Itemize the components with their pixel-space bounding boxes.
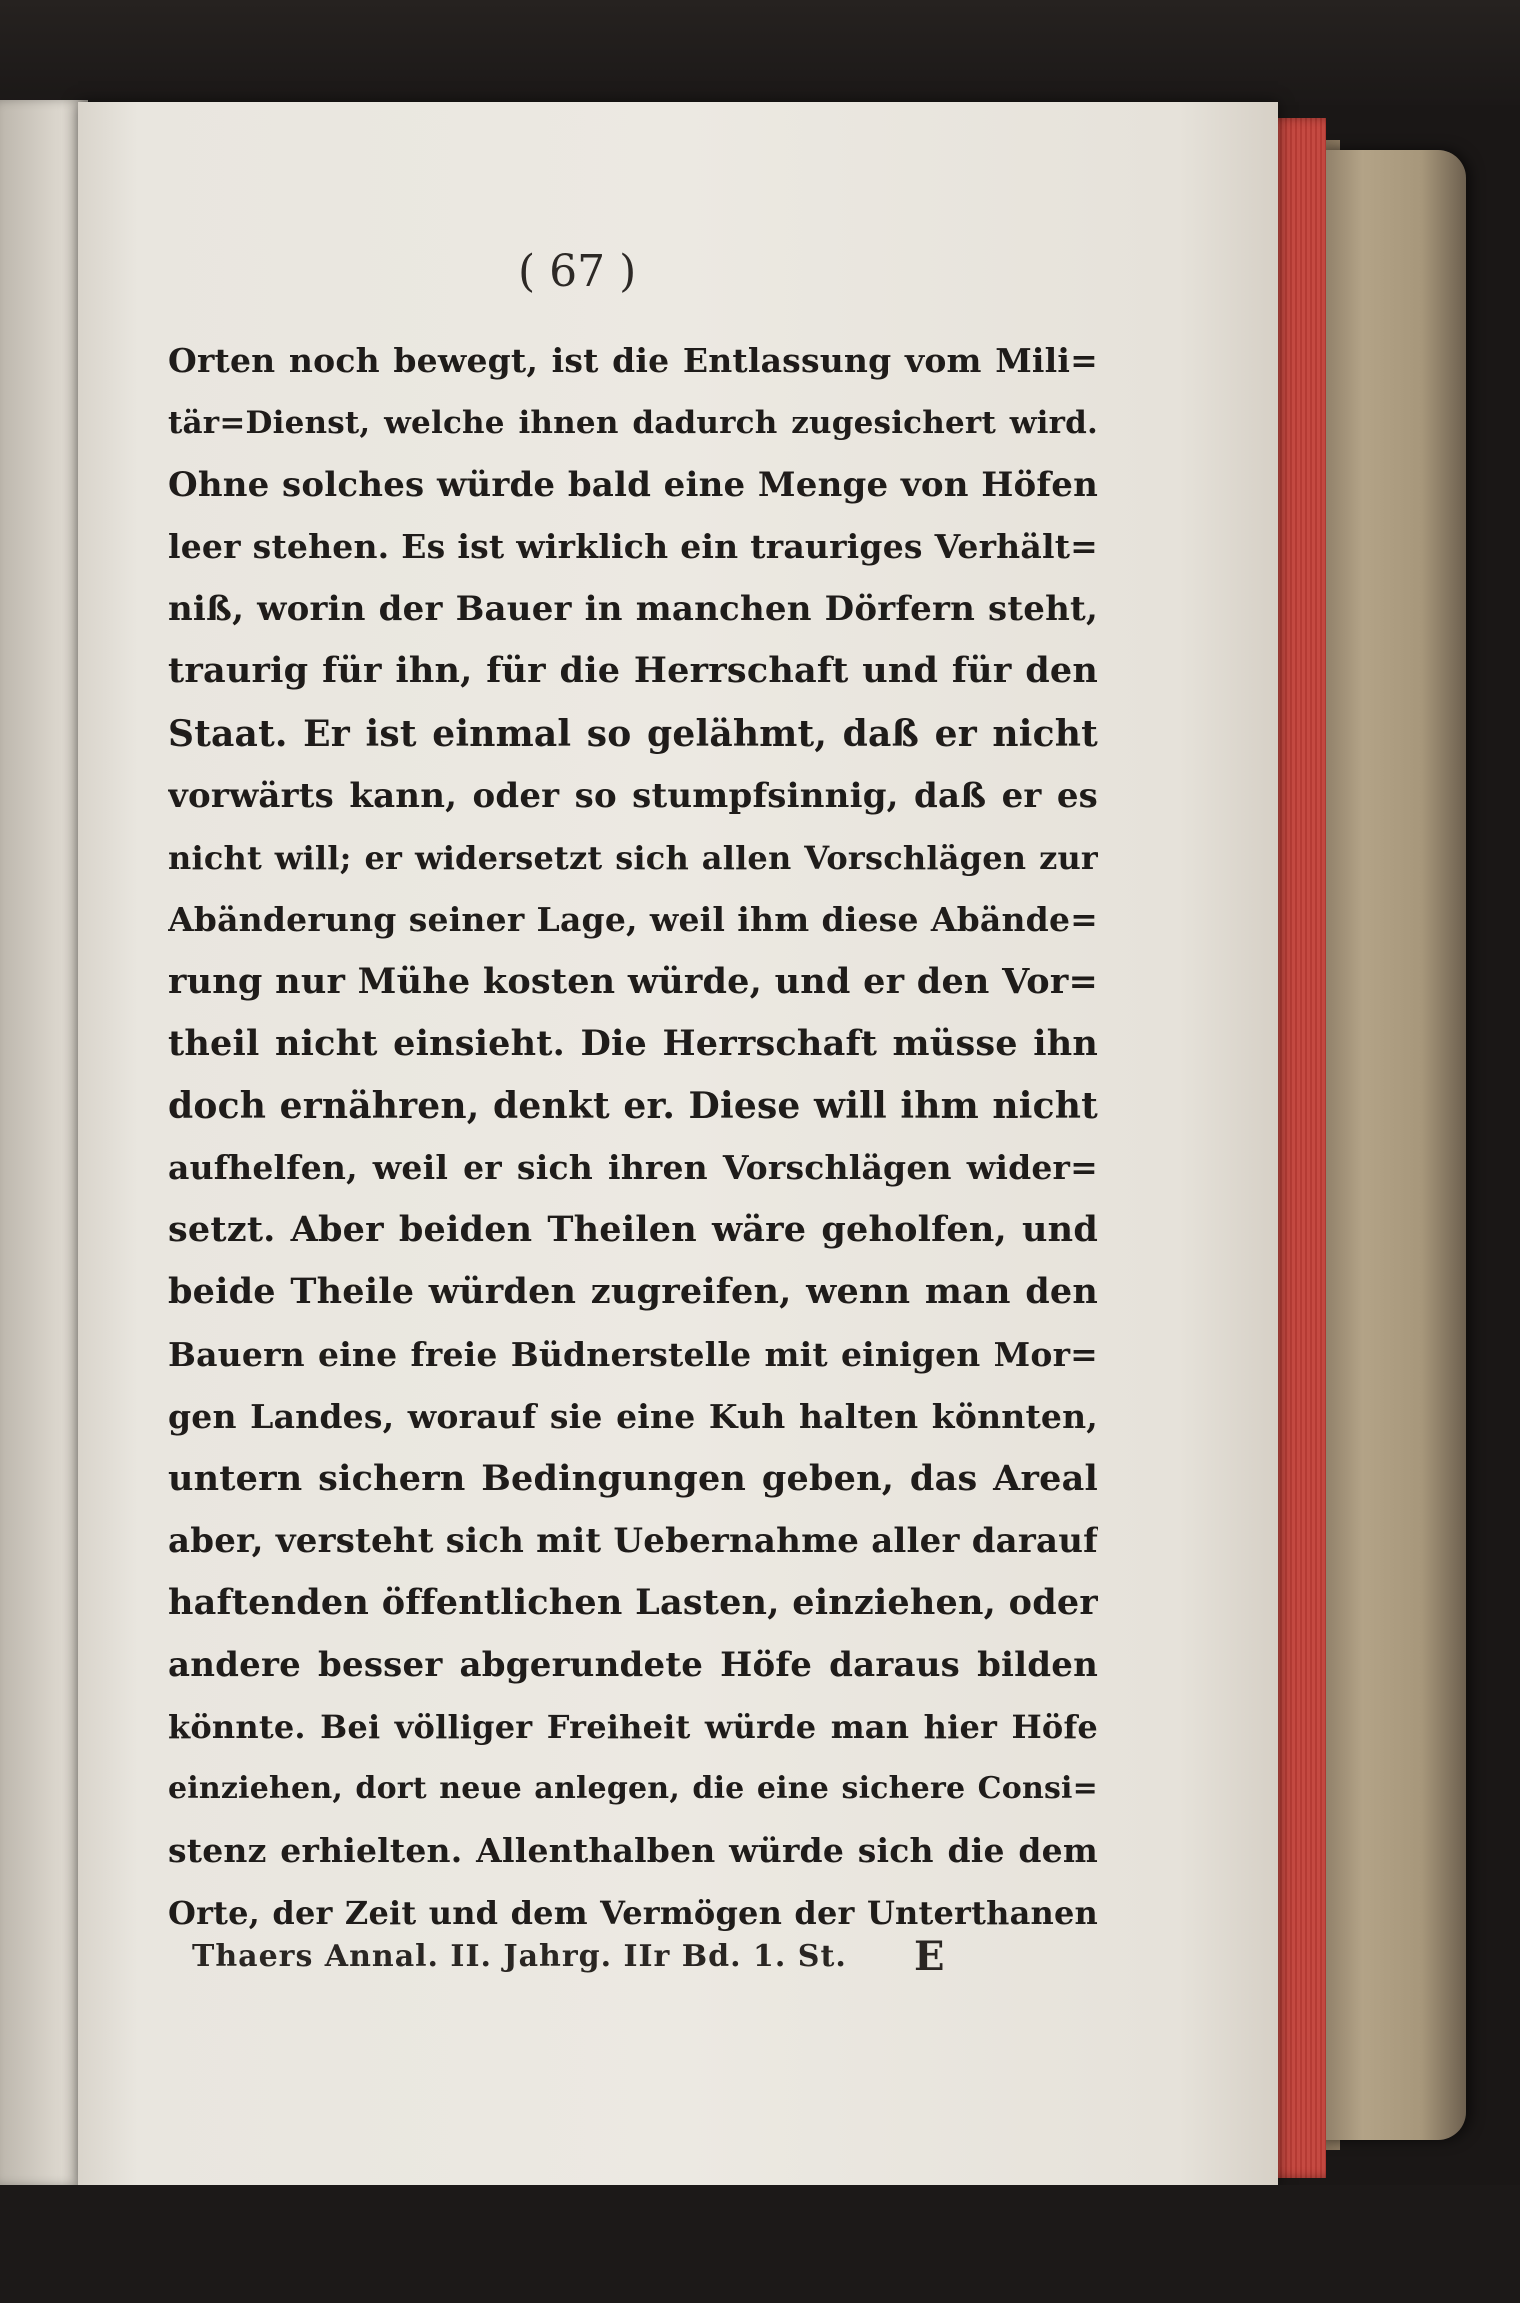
text-line: setzt. Aber beiden Theilen wäre geholfen, und [168,1209,1098,1251]
footer-signature: Thaers Annal. II. Jahrg. IIr Bd. 1. St. [192,1939,847,1974]
text-line: haftenden öffentlichen Lasten, einziehen, oder [168,1581,1098,1623]
dark-background [0,0,1520,105]
text-line: Bauern eine freie Büdnerstelle mit einigen Mor= [168,1334,1098,1374]
text-line: Abänderung seiner Lage, weil ihm diese Abände= [168,899,1098,939]
gathering-mark: E [914,1933,945,1980]
text-line: theil nicht einsieht. Die Herrschaft müsse ihn [168,1023,1098,1065]
left-page-edge [0,100,88,2185]
text-line: untern sichern Bedingungen geben, das Areal [168,1457,1098,1499]
text-line: Orte, der Zeit und dem Vermögen der Unterthanen [168,1894,1098,1933]
page-body-text [168,330,1098,1944]
text-line: einziehen, dort neue anlegen, die eine sichere Consi= [168,1771,1098,1807]
page-number: ( 67 ) [518,246,637,297]
text-line: stenz erhielten. Allenthalben würde sich die dem [168,1831,1098,1871]
text-line: beide Theile würden zugreifen, wenn man den [168,1271,1098,1313]
text-line: leer stehen. Es ist wirklich ein trauriges Verhält= [168,527,1098,567]
text-line: aufhelfen, weil er sich ihren Vorschlägen wider= [168,1148,1098,1188]
text-line: vorwärts kann, oder so stumpfsinnig, daß er es [168,775,1098,816]
text-line: tär=Dienst, welche ihnen dadurch zugesichert wird. [168,405,1098,442]
page-footer [192,1933,1092,1991]
dark-background-bottom [0,2185,1520,2303]
text-line: rung nur Mühe kosten würde, und er den Vor= [168,960,1098,1002]
text-line: könnte. Bei völliger Freiheit würde man hier Höfe [168,1708,1098,1747]
text-line: nicht will; er widersetzt sich allen Vorschlägen zur [168,838,1098,877]
text-line: Ohne solches würde bald eine Menge von Höfen [168,465,1098,506]
text-line: doch ernähren, denkt er. Diese will ihm nicht [168,1085,1098,1128]
text-line: Staat. Er ist einmal so gelähmt, daß er nicht [168,712,1098,755]
text-line: andere besser abgerundete Höfe daraus bilden [168,1644,1098,1685]
text-line: aber, versteht sich mit Uebernahme aller darauf [168,1520,1098,1561]
text-line: gen Landes, worauf sie eine Kuh halten könnten, [168,1396,1098,1436]
book-cover [1318,150,1466,2140]
text-line: niß, worin der Bauer in manchen Dörfern steht, [168,589,1098,630]
text-line: traurig für ihn, für die Herrschaft und für den [168,650,1098,692]
text-line: Orten noch bewegt, ist die Entlassung vom Mili= [168,341,1098,380]
